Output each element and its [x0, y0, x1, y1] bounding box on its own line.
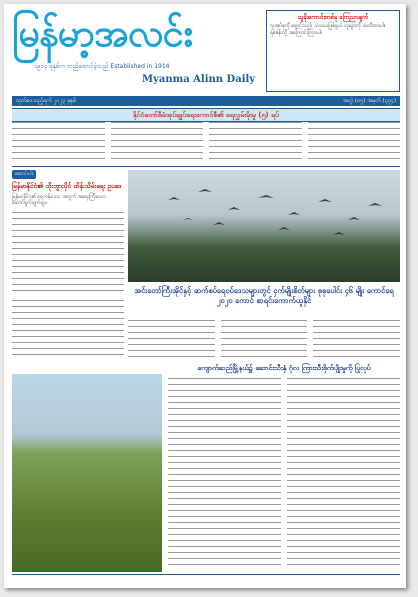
masthead-english-name: Myanma Alinn Daily [142, 74, 256, 85]
text-column [308, 122, 401, 164]
headline-band: နိုင်ငံတော်စီမံအုပ်ချုပ်ရေးကောင်စီ၏ ရေလွှမ်းမိုးမှု (၅) ရပ် [12, 108, 400, 122]
text-column [221, 320, 308, 358]
masthead-established: ၁၉၁၄ ခုနှစ်က တည်ထောင်ခဲ့သည် Established in 1914 [34, 63, 170, 70]
main-caption: အင်းတော်ကြီးအိုင်နှင့် ဆက်စပ်ရေဝပ်ဒေသများတွင် ငှက်မျိုးစိတ်များ စုစုပေါင်း ၄၆ မျိုး ကောင်ရေ ၂၀၂၀ ကောင် စာရင်းကောက်ယူနိုင် [134, 286, 394, 305]
second-article-columns [168, 378, 400, 572]
field-photo [12, 374, 162, 572]
text-column [111, 122, 204, 164]
notice-box [266, 10, 400, 92]
notice-body: လူအုပ်စုကို ရှောင်သည်၊ သံသယဖြစ်ဖွယ် လူများကို သတိထားပါ။ ရဲစခန်းသို့ အကြောင်းကြားပါ။ [270, 23, 386, 36]
text-column [313, 320, 400, 358]
text-column [209, 122, 302, 164]
masthead-title: မြန်မာ့အလင်း [12, 10, 193, 55]
notice-title: သူခိုးကောင်းတစ်ခု ကြေညာချက် [297, 14, 369, 21]
date-right: အတွဲ (၈၅) အမှတ် (၃၃၄) [342, 98, 396, 104]
masthead [12, 10, 272, 94]
side-headline: မြန်မာနိုင်ငံ၏ ဘိုးဘွားပိုင် ထိန်းသိမ်းရေး ဥပဒေ [12, 182, 122, 190]
flying-birds-graphic [128, 170, 400, 282]
side-text: မြန်မာနိုင်ငံ၏ ရေကန်ဒေသ အတွက် အရေးကြီးသော ဆောင်ရွက်ချက်များ [12, 194, 106, 206]
lead-article-columns [12, 122, 400, 164]
text-block [12, 300, 124, 360]
article-badge: ဆောင်းပါး [12, 170, 36, 179]
divider [12, 166, 400, 167]
text-block [12, 212, 124, 292]
newspaper-page [4, 4, 406, 588]
text-column [168, 378, 281, 572]
birds-photo [128, 170, 400, 282]
footer-divider [12, 574, 400, 575]
second-article-headline: ကျောက်ဆည်မြို့နယ်၌ ဆောင်းသီးနှံ ဂုံလ ကြားသီးစိုက်ပျိုးမှုကို ပြုလုပ် [197, 364, 371, 372]
caption-columns [128, 320, 400, 358]
text-column [128, 320, 215, 358]
text-column [12, 122, 105, 164]
date-left: ထုတ်ဝေသည့်ရက် ၂၀၂၃ ခုနှစ် [16, 98, 77, 104]
text-column [287, 378, 400, 572]
date-bar [12, 96, 400, 106]
